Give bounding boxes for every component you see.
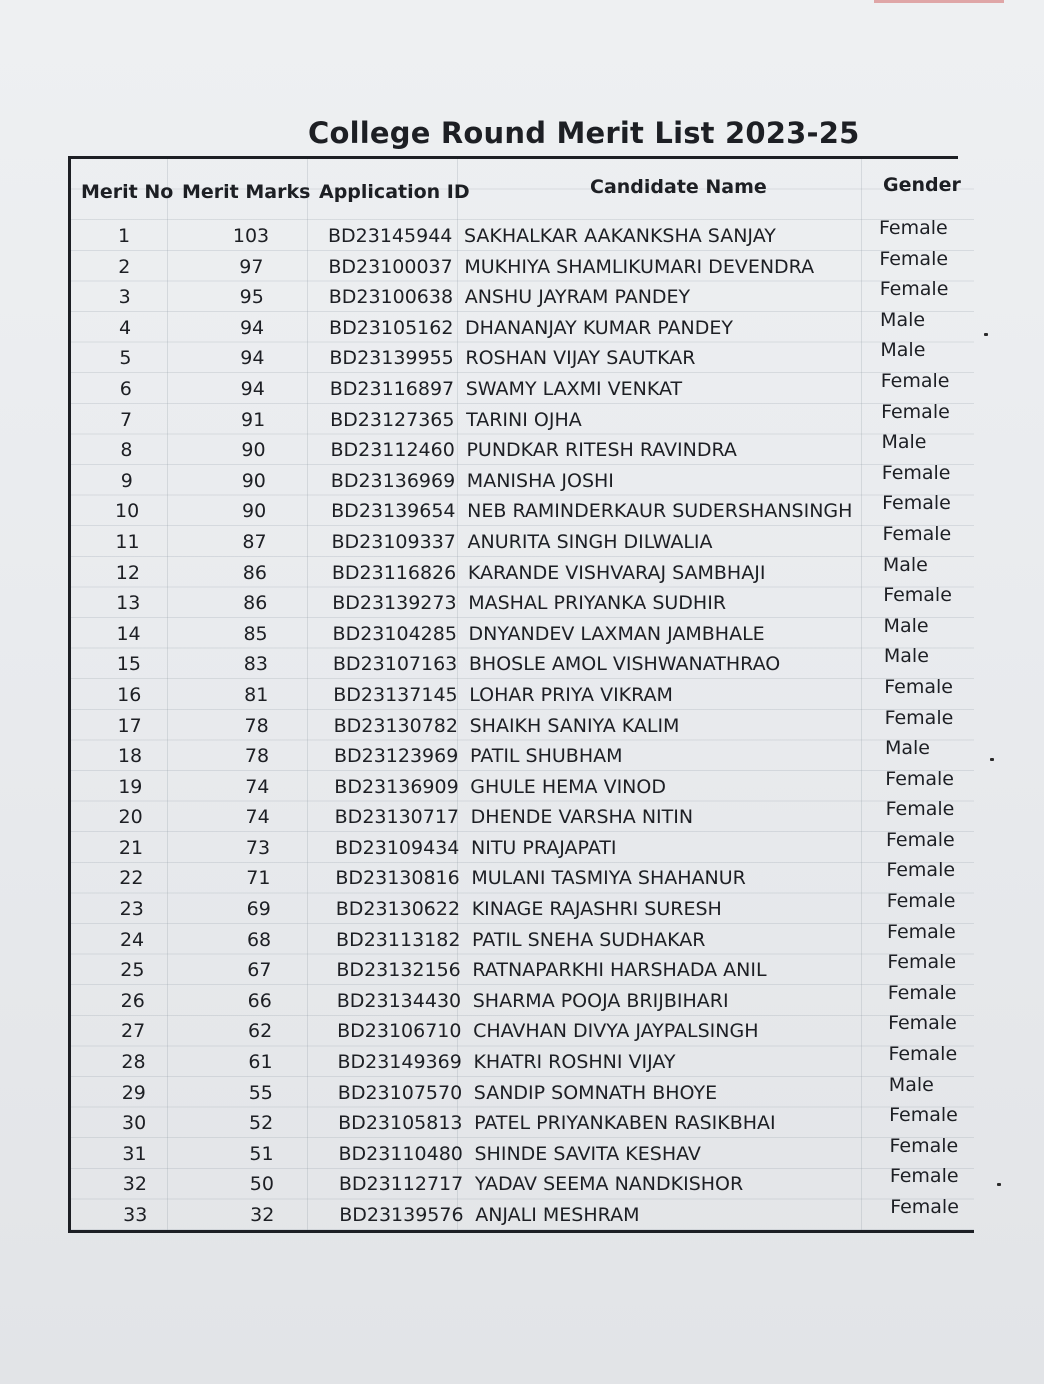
candidate-name-cell: TARINI OJHA bbox=[466, 408, 582, 431]
gender-cell: Female bbox=[882, 522, 952, 545]
merit-no-cell: 4 bbox=[119, 316, 132, 339]
candidate-name-cell: PATIL SHUBHAM bbox=[469, 745, 623, 768]
table-row bbox=[75, 586, 981, 617]
merit-no-cell: 14 bbox=[116, 622, 141, 645]
gender-cell: Female bbox=[889, 1134, 959, 1157]
merit-marks-cell: 55 bbox=[248, 1081, 273, 1104]
merit-no-cell: 21 bbox=[118, 836, 144, 859]
merit-marks-cell: 51 bbox=[249, 1142, 274, 1165]
table-row bbox=[82, 1198, 988, 1229]
application-id-cell: BD23136969 bbox=[330, 469, 456, 492]
table-row bbox=[76, 647, 982, 678]
application-id-cell: BD23139576 bbox=[339, 1204, 464, 1226]
application-id-cell: BD23116826 bbox=[331, 561, 457, 584]
gender-cell: Female bbox=[884, 675, 953, 698]
gender-cell: Male bbox=[883, 614, 929, 637]
merit-marks-cell: 94 bbox=[240, 347, 265, 370]
merit-no-cell: 12 bbox=[115, 561, 140, 584]
merit-no-cell: 8 bbox=[120, 439, 133, 462]
table-row bbox=[77, 739, 983, 770]
merit-no-cell: 19 bbox=[118, 775, 143, 798]
candidate-name-cell: ANSHU JAYRAM PANDEY bbox=[464, 286, 691, 309]
merit-marks-cell: 85 bbox=[243, 622, 268, 645]
application-id-cell: BD23105162 bbox=[329, 316, 454, 339]
candidate-name-cell: SHARMA POOJA BRIJBIHARI bbox=[472, 989, 729, 1012]
merit-marks-cell: 32 bbox=[250, 1204, 275, 1226]
application-id-cell: BD23149369 bbox=[337, 1051, 462, 1074]
table-row bbox=[79, 920, 985, 954]
gender-cell: Female bbox=[879, 217, 948, 239]
merit-no-cell: 24 bbox=[119, 928, 145, 951]
table-row bbox=[71, 247, 977, 281]
table-row bbox=[76, 675, 982, 709]
merit-table bbox=[68, 159, 974, 1233]
gender-cell: Female bbox=[888, 1043, 958, 1066]
merit-marks-cell: 91 bbox=[241, 408, 266, 431]
table-row bbox=[76, 614, 982, 648]
merit-marks-cell: 78 bbox=[244, 714, 269, 737]
candidate-name-cell: NEB RAMINDERKAUR SUDERSHANSINGH bbox=[467, 500, 853, 523]
table-row bbox=[74, 461, 980, 495]
application-id-cell: BD23139654 bbox=[331, 500, 456, 523]
candidate-name-cell: PATIL SNEHA SUDHAKAR bbox=[472, 928, 706, 951]
table-row bbox=[71, 219, 977, 250]
candidate-name-cell: SANDIP SOMNATH BHOYE bbox=[473, 1081, 718, 1104]
gender-cell: Female bbox=[887, 981, 957, 1004]
merit-no-cell: 9 bbox=[120, 469, 133, 492]
table-row bbox=[73, 400, 979, 434]
merit-marks-cell: 61 bbox=[248, 1051, 273, 1074]
merit-no-cell: 2 bbox=[118, 255, 131, 278]
candidate-name-cell: GHULE HEMA VINOD bbox=[470, 775, 666, 798]
application-id-cell: BD23110480 bbox=[338, 1142, 463, 1165]
candidate-name-cell: MANISHA JOSHI bbox=[466, 469, 614, 492]
merit-marks-cell: 68 bbox=[246, 928, 272, 951]
merit-no-cell: 29 bbox=[121, 1081, 146, 1104]
merit-no-cell: 18 bbox=[117, 745, 143, 768]
merit-no-cell: 10 bbox=[115, 500, 140, 523]
table-row bbox=[72, 280, 978, 311]
candidate-name-cell: MASHAL PRIYANKA SUDHIR bbox=[468, 592, 727, 615]
application-id-cell: BD23100037 bbox=[328, 255, 453, 278]
candidate-name-cell: DHANANJAY KUMAR PANDEY bbox=[465, 316, 734, 339]
merit-no-cell: 22 bbox=[119, 867, 144, 890]
merit-marks-cell: 83 bbox=[243, 653, 268, 676]
gender-cell: Female bbox=[886, 828, 955, 851]
gender-cell: Male bbox=[883, 645, 929, 668]
candidate-name-cell: SWAMY LAXMI VENKAT bbox=[465, 377, 683, 400]
merit-marks-cell: 103 bbox=[232, 225, 270, 247]
merit-no-cell: 6 bbox=[119, 377, 132, 400]
gender-cell: Female bbox=[880, 369, 950, 392]
merit-marks-cell: 71 bbox=[246, 867, 271, 890]
table-row bbox=[82, 1134, 988, 1168]
application-id-cell: BD23139955 bbox=[329, 347, 454, 370]
gender-cell: Female bbox=[882, 492, 951, 515]
merit-no-cell: 16 bbox=[117, 683, 142, 706]
merit-no-cell: 32 bbox=[122, 1173, 147, 1196]
gender-cell: Female bbox=[879, 278, 949, 301]
candidate-name-cell: CHAVHAN DIVYA JAYPALSINGH bbox=[473, 1020, 759, 1043]
table-row bbox=[78, 861, 984, 892]
gender-cell: Female bbox=[884, 706, 954, 729]
application-id-cell: BD23132156 bbox=[336, 959, 461, 982]
gender-cell: Female bbox=[883, 584, 952, 607]
candidate-name-cell: KHATRI ROSHNI VIJAY bbox=[473, 1051, 676, 1074]
candidate-name-cell: DNYANDEV LAXMAN JAMBHALE bbox=[468, 622, 765, 645]
merit-marks-cell: 86 bbox=[242, 561, 267, 584]
gender-cell: Male bbox=[888, 1073, 934, 1096]
gender-cell: Female bbox=[889, 1165, 959, 1188]
candidate-name-cell: YADAV SEEMA NANDKISHOR bbox=[474, 1173, 744, 1196]
merit-marks-cell: 97 bbox=[239, 255, 264, 278]
merit-marks-cell: 69 bbox=[246, 898, 271, 921]
merit-marks-cell: 87 bbox=[242, 530, 267, 553]
application-id-cell: BD23139273 bbox=[332, 592, 457, 615]
table-row bbox=[75, 553, 981, 587]
application-id-cell: BD23109434 bbox=[335, 836, 460, 859]
application-id-cell: BD23137145 bbox=[333, 683, 458, 706]
merit-marks-cell: 86 bbox=[243, 592, 268, 615]
candidate-name-cell: SAKHALKAR AAKANKSHA SANJAY bbox=[464, 225, 776, 247]
header-merit-marks: Merit Marks bbox=[182, 181, 311, 203]
merit-no-cell: 20 bbox=[118, 806, 143, 829]
paper-edge-mark bbox=[874, 0, 1004, 3]
table-row bbox=[73, 369, 979, 403]
application-id-cell: BD23106710 bbox=[337, 1020, 462, 1043]
merit-marks-cell: 66 bbox=[247, 989, 272, 1012]
application-id-cell: BD23116897 bbox=[329, 377, 455, 400]
merit-marks-cell: 81 bbox=[244, 683, 269, 706]
gender-cell: Female bbox=[890, 1196, 959, 1218]
gender-cell: Female bbox=[885, 798, 955, 821]
application-id-cell: BD23136909 bbox=[334, 775, 459, 798]
merit-no-cell: 3 bbox=[118, 286, 131, 309]
gender-cell: Male bbox=[882, 553, 928, 576]
application-id-cell: BD23109337 bbox=[331, 530, 456, 553]
candidate-name-cell: KINAGE RAJASHRI SURESH bbox=[471, 898, 722, 921]
table-row bbox=[78, 800, 984, 831]
merit-marks-cell: 67 bbox=[247, 959, 272, 982]
table-row bbox=[78, 828, 984, 862]
merit-no-cell: 30 bbox=[122, 1112, 147, 1135]
header-application-id: Application ID bbox=[319, 181, 470, 203]
application-id-cell: BD23130782 bbox=[333, 714, 458, 737]
gender-cell: Female bbox=[887, 920, 956, 943]
merit-marks-cell: 95 bbox=[239, 286, 264, 309]
application-id-cell: BD23145944 bbox=[328, 225, 453, 247]
application-id-cell: BD23107570 bbox=[337, 1081, 463, 1104]
header-candidate-name: Candidate Name bbox=[590, 176, 767, 198]
table-row bbox=[73, 433, 979, 464]
stray-mark bbox=[997, 1183, 1001, 1186]
gender-cell: Female bbox=[888, 1012, 957, 1035]
gender-cell: Male bbox=[880, 339, 926, 362]
gender-cell: Female bbox=[881, 400, 950, 423]
gender-cell: Female bbox=[881, 461, 951, 484]
application-id-cell: BD23127365 bbox=[330, 408, 455, 431]
merit-marks-cell: 73 bbox=[245, 836, 271, 859]
table-row bbox=[79, 892, 985, 923]
candidate-name-cell: MUKHIYA SHAMLIKUMARI DEVENDRA bbox=[464, 255, 815, 278]
application-id-cell: BD23105813 bbox=[338, 1112, 463, 1135]
candidate-name-cell: ANJALI MESHRAM bbox=[475, 1204, 640, 1226]
application-id-cell: BD23104285 bbox=[332, 622, 457, 645]
application-id-cell: BD23134430 bbox=[336, 989, 462, 1012]
gender-cell: Female bbox=[887, 951, 957, 974]
table-header bbox=[71, 173, 977, 213]
table-row bbox=[77, 706, 983, 740]
merit-no-cell: 7 bbox=[120, 408, 133, 431]
merit-no-cell: 11 bbox=[115, 530, 140, 553]
merit-marks-cell: 52 bbox=[249, 1112, 274, 1135]
table-row bbox=[81, 1073, 987, 1107]
merit-marks-cell: 90 bbox=[241, 439, 266, 462]
candidate-name-cell: RATNAPARKHI HARSHADA ANIL bbox=[472, 959, 767, 982]
candidate-name-cell: SHAIKH SANIYA KALIM bbox=[469, 714, 680, 737]
table-row bbox=[80, 981, 986, 1015]
merit-marks-cell: 74 bbox=[245, 806, 270, 829]
merit-marks-cell: 94 bbox=[240, 377, 265, 400]
table-body bbox=[71, 219, 977, 1229]
merit-marks-cell: 94 bbox=[239, 316, 265, 339]
gender-cell: Female bbox=[879, 247, 949, 270]
merit-marks-cell: 78 bbox=[244, 745, 270, 768]
application-id-cell: BD23130622 bbox=[335, 898, 461, 921]
merit-no-cell: 25 bbox=[120, 959, 145, 982]
table-row bbox=[72, 308, 978, 342]
table-row bbox=[79, 953, 985, 984]
merit-no-cell: 27 bbox=[121, 1020, 146, 1043]
gender-cell: Male bbox=[881, 431, 927, 454]
application-id-cell: BD23112460 bbox=[330, 439, 455, 462]
header-merit-no: Merit No bbox=[81, 181, 174, 203]
table-row bbox=[82, 1167, 988, 1198]
candidate-name-cell: PATEL PRIYANKABEN RASIKBHAI bbox=[474, 1112, 776, 1135]
candidate-name-cell: PUNDKAR RITESH RAVINDRA bbox=[466, 439, 737, 462]
merit-no-cell: 23 bbox=[119, 898, 144, 921]
table-row bbox=[72, 341, 978, 372]
gender-cell: Female bbox=[886, 890, 956, 913]
merit-no-cell: 15 bbox=[116, 653, 141, 676]
header-gender: Gender bbox=[883, 174, 961, 196]
candidate-name-cell: ANURITA SINGH DILWALIA bbox=[467, 530, 713, 553]
application-id-cell: BD23112717 bbox=[338, 1173, 464, 1196]
merit-no-cell: 13 bbox=[116, 592, 141, 615]
table-row bbox=[81, 1106, 987, 1137]
candidate-name-cell: DHENDE VARSHA NITIN bbox=[470, 806, 694, 829]
application-id-cell: BD23113182 bbox=[336, 928, 461, 951]
candidate-name-cell: MULANI TASMIYA SHAHANUR bbox=[471, 867, 746, 890]
candidate-name-cell: SHINDE SAVITA KESHAV bbox=[474, 1142, 701, 1165]
candidate-name-cell: LOHAR PRIYA VIKRAM bbox=[469, 683, 673, 706]
stray-mark bbox=[984, 333, 988, 336]
application-id-cell: BD23130717 bbox=[334, 806, 460, 829]
merit-marks-cell: 62 bbox=[248, 1020, 273, 1043]
table-row bbox=[80, 1014, 986, 1045]
merit-marks-cell: 50 bbox=[249, 1173, 274, 1196]
application-id-cell: BD23130816 bbox=[335, 867, 460, 890]
table-row bbox=[77, 767, 983, 801]
gender-cell: Female bbox=[885, 767, 955, 790]
gender-cell: Female bbox=[886, 859, 956, 882]
merit-no-cell: 26 bbox=[120, 989, 145, 1012]
merit-no-cell: 31 bbox=[122, 1142, 147, 1165]
table-row bbox=[74, 494, 980, 525]
merit-marks-cell: 74 bbox=[245, 775, 270, 798]
application-id-cell: BD23123969 bbox=[333, 745, 459, 768]
merit-no-cell: 28 bbox=[121, 1051, 146, 1074]
stray-mark bbox=[990, 758, 994, 761]
application-id-cell: BD23100638 bbox=[328, 286, 454, 309]
candidate-name-cell: NITU PRAJAPATI bbox=[471, 836, 617, 859]
merit-no-cell: 1 bbox=[117, 225, 131, 247]
gender-cell: Male bbox=[884, 737, 930, 760]
merit-no-cell: 5 bbox=[119, 347, 132, 370]
candidate-name-cell: BHOSLE AMOL VISHWANATHRAO bbox=[468, 653, 781, 676]
table-row bbox=[75, 522, 981, 556]
gender-cell: Male bbox=[880, 308, 926, 331]
table-row bbox=[80, 1045, 986, 1076]
merit-no-cell: 17 bbox=[117, 714, 142, 737]
candidate-name-cell: ROSHAN VIJAY SAUTKAR bbox=[465, 347, 696, 370]
application-id-cell: BD23107163 bbox=[332, 653, 458, 676]
gender-cell: Female bbox=[889, 1104, 958, 1127]
merit-no-cell: 33 bbox=[123, 1204, 148, 1226]
merit-marks-cell: 90 bbox=[241, 469, 266, 492]
merit-marks-cell: 90 bbox=[242, 500, 267, 523]
candidate-name-cell: KARANDE VISHVARAJ SAMBHAJI bbox=[467, 561, 766, 584]
page-title: College Round Merit List 2023-25 bbox=[308, 116, 860, 150]
